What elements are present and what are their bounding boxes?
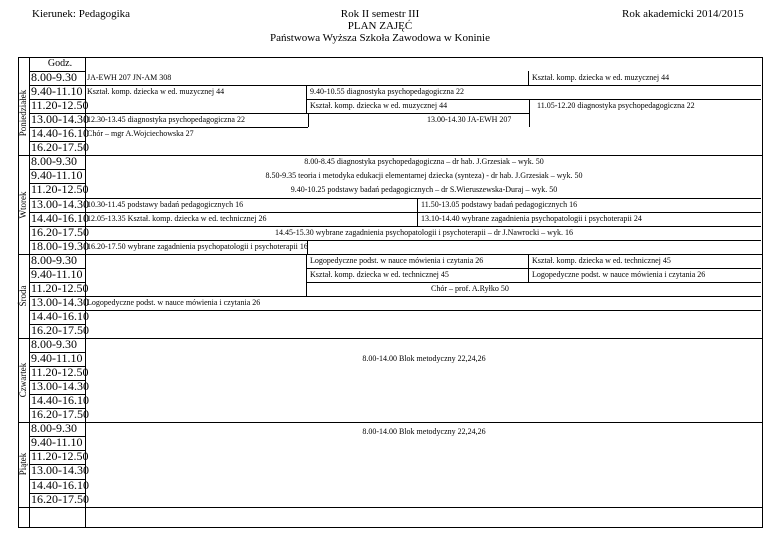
- time-slot: 16.20-17.50: [31, 322, 89, 337]
- time-slot: 14.40-16.10: [31, 210, 89, 225]
- day-label: Środa: [18, 285, 29, 307]
- header-institution: Państwowa Wyższa Szkoła Zawodowa w Koninie: [270, 32, 490, 44]
- schedule-entry: 13.10-14.40 wybrane zagadnienia psychopatologii i psychoterapii 24: [421, 213, 642, 223]
- cell-divider: [85, 296, 761, 297]
- cell-divider: [306, 282, 761, 283]
- schedule-entry: 9.40-10.25 podstawy badań pedagogicznych – dr S.Wieruszewska-Duraj – wyk. 50: [290, 185, 558, 195]
- cell-divider: [85, 113, 529, 114]
- cell-divider: [85, 226, 761, 227]
- schedule-entry: Logopedyczne podst. w nauce mówienia i czytania 26: [310, 255, 484, 265]
- time-slot: 8.00-9.30: [31, 252, 77, 267]
- time-slot: 11.20-12.50: [31, 280, 89, 295]
- time-slot: 11.20-12.50: [31, 182, 89, 197]
- time-slot: 14.40-16.10: [31, 393, 89, 408]
- schedule-entry: 16.20-17.50 wybrane zagadnienia psychopatologii i psychoterapii 16: [87, 241, 308, 251]
- time-slot: 11.20-12.50: [31, 365, 89, 380]
- time-slot: 9.40-11.10: [31, 266, 83, 281]
- cell-divider: [85, 240, 761, 241]
- time-slot: 13.00-14.30: [31, 379, 89, 394]
- day-label: Czwartek: [18, 362, 29, 398]
- schedule-entry: 9.40-10.55 diagnostyka psychopedagogiczna 22: [310, 87, 464, 97]
- schedule-entry: JA-EWH 207 JN-AM 308: [87, 73, 172, 83]
- schedule-entry: 12.30-13.45 diagnostyka psychopedagogiczna 22: [87, 115, 245, 125]
- schedule-entry: Kształ. komp. dziecka w ed. muzycznej 44: [532, 73, 670, 83]
- cell-divider: [85, 127, 308, 128]
- schedule-entry: 13.00-14.30 JA-EWH 207: [427, 115, 512, 125]
- schedule-entry: 8.50-9.35 teoria i metodyka edukacji elementarnej dziecka (synteza) - dr hab. J.Grzesiak – wyk. 50: [265, 171, 583, 181]
- time-slot: 16.20-17.50: [31, 491, 89, 506]
- time-slot: 8.00-9.30: [31, 421, 77, 436]
- time-slot: 14.40-16.10: [31, 308, 89, 323]
- time-slot: 8.00-9.30: [31, 337, 77, 351]
- time-slot: 16.20-17.50: [31, 407, 89, 422]
- time-slot: 9.40-11.10: [31, 351, 83, 366]
- time-slot: 16.20-17.50: [31, 224, 89, 239]
- cell-divider: [85, 310, 761, 311]
- day-divider: [18, 338, 763, 339]
- time-slot: 14.40-16.10: [31, 126, 89, 141]
- time-slot: 13.00-14.30: [31, 463, 89, 478]
- cell-divider: [308, 113, 309, 127]
- time-slot: 11.20-12.50: [31, 98, 89, 113]
- schedule-entry: 8.00-14.00 Blok metodyczny 22,24,26: [362, 427, 486, 437]
- day-divider: [18, 422, 763, 423]
- cell-divider: [306, 254, 307, 296]
- schedule-entry: 11.50-13.05 podstawy badań pedagogicznych 16: [421, 199, 578, 209]
- day-label: Wtorek: [18, 191, 29, 219]
- time-slot: 16.20-17.50: [31, 140, 89, 155]
- schedule-entry: Kształ. komp. dziecka w ed. technicznej 45: [310, 269, 449, 279]
- schedule-entry: 12.05-13.35 Kształ. komp. dziecka w ed. technicznej 26: [87, 213, 267, 223]
- time-slot: 9.40-11.10: [31, 435, 83, 450]
- cell-divider: [306, 268, 761, 269]
- time-slot: 9.40-11.10: [31, 84, 83, 99]
- schedule-entry: 14.45-15.30 wybrane zagadnienia psychopatologii i psychoterapii – dr J.Nawrocki – wyk. 16: [275, 227, 573, 237]
- time-slot: 18.00-19.30: [31, 238, 89, 253]
- schedule-entry: Kształ. komp. dziecka w ed. muzycznej 44: [87, 87, 225, 97]
- cell-divider: [528, 71, 529, 85]
- header-field-of-study: Kierunek: Pedagogika: [32, 8, 131, 20]
- header-plan-title: PLAN ZAJĘĆ: [347, 20, 413, 32]
- schedule-entry: 11.05-12.20 diagnostyka psychopedagogiczna 22: [537, 101, 695, 111]
- hour-column-header: Godz.: [47, 58, 73, 69]
- time-slot: 13.00-14.30: [31, 196, 89, 211]
- schedule-entry: 10.30-11.45 podstawy badań pedagogicznych 16: [87, 199, 244, 209]
- day-label: Poniedziałek: [18, 89, 29, 137]
- cell-divider: [85, 198, 761, 199]
- schedule-entry: Kształ. komp. dziecka w ed. muzycznej 44: [310, 101, 448, 111]
- schedule-entry: Kształ. komp. dziecka w ed. technicznej 45: [532, 255, 671, 265]
- time-slot: 11.20-12.50: [31, 449, 89, 464]
- schedule-entry: Chór – prof. A.Ryłko 50: [431, 283, 509, 293]
- schedule-entry: Logopedyczne podst. w nauce mówienia i czytania 26: [532, 269, 706, 279]
- header-academic-year: Rok akademicki 2014/2015: [622, 8, 744, 20]
- time-slot: 8.00-9.30: [31, 154, 77, 169]
- schedule-entry: Chór – mgr A.Wojciechowska 27: [87, 129, 194, 139]
- schedule-entry: 8.00-14.00 Blok metodyczny 22,24,26: [362, 354, 486, 363]
- cell-divider: [85, 85, 761, 86]
- day-divider: [18, 507, 763, 508]
- time-slot: 13.00-14.30: [31, 294, 89, 309]
- schedule-entry: 8.00-8.45 diagnostyka psychopedagogiczna – dr hab. J.Grzesiak – wyk. 50: [304, 157, 544, 167]
- cell-divider: [85, 212, 761, 213]
- time-slot: 8.00-9.30: [31, 70, 77, 85]
- time-slot: 14.40-16.10: [31, 477, 89, 492]
- header-year-semester: Rok II semestr III: [340, 8, 420, 20]
- day-label: Piątek: [18, 453, 29, 476]
- cell-divider: [529, 99, 530, 127]
- cell-divider: [306, 99, 761, 100]
- schedule-entry: Logopedyczne podst. w nauce mówienia i czytania 26: [87, 297, 261, 307]
- time-slot: 13.00-14.30: [31, 112, 89, 127]
- time-slot: 9.40-11.10: [31, 168, 83, 183]
- cell-divider: [307, 240, 308, 254]
